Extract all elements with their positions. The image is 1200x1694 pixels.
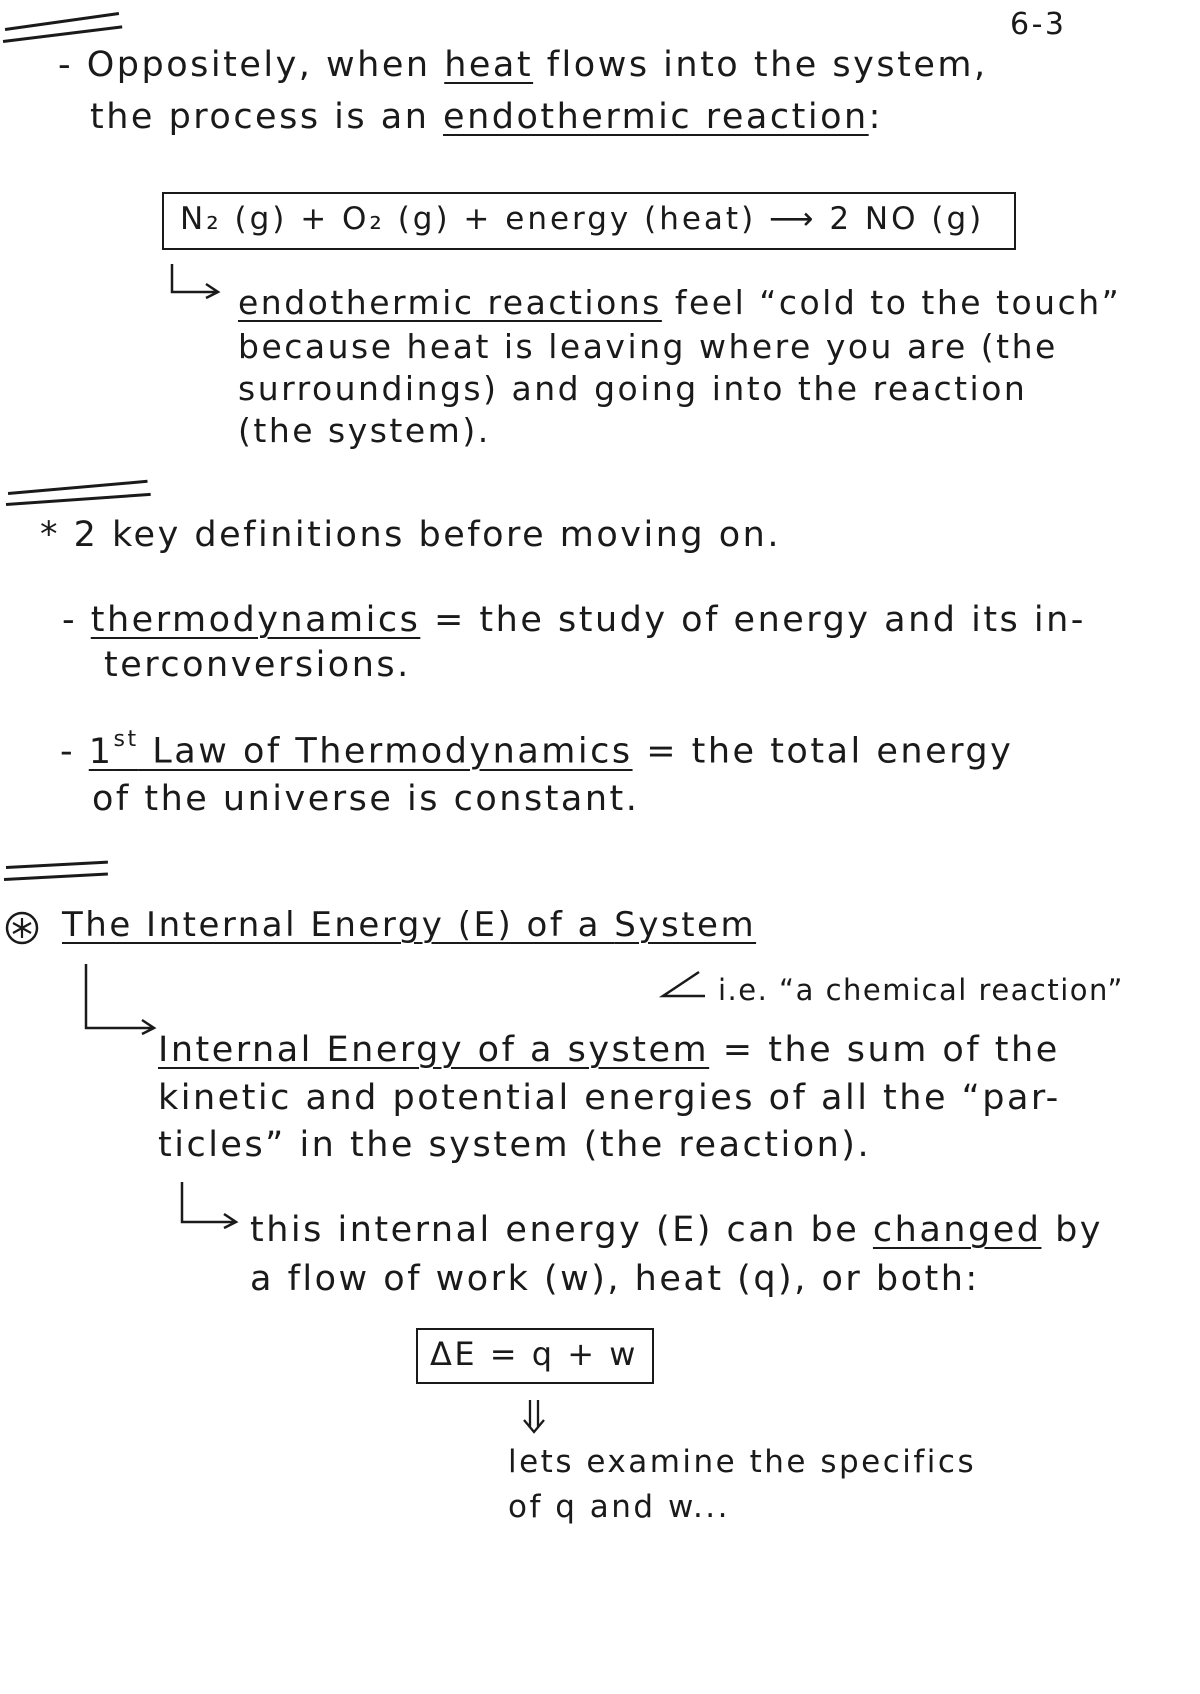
definition-first-law-line-2: of the universe is constant. — [92, 779, 640, 819]
bent-arrow-icon — [82, 962, 162, 1042]
closing-line-2: of q and w... — [508, 1489, 731, 1525]
endothermic-reactions-term: endothermic reactions — [238, 283, 662, 322]
ie-definition-line-1: Internal Energy of a system = the sum of the — [158, 1030, 1060, 1070]
intro-line-2: the process is an endothermic reaction: — [90, 97, 883, 137]
circled-asterisk-icon — [4, 910, 40, 950]
key-definitions-heading: * 2 key definitions before moving on. — [40, 515, 781, 555]
bent-arrow-icon — [655, 968, 715, 1008]
note-line-3: surroundings) and going into the reaction — [238, 369, 1028, 408]
delta-e-formula: ΔE = q + w — [430, 1335, 638, 1373]
first-law-term: 1st Law of Thermodynamics — [88, 727, 633, 772]
reaction-equation: N₂ (g) + O₂ (g) + energy (heat) ⟶ 2 NO (g) — [180, 201, 985, 237]
ie-definition-line-3: ticles” in the system (the reaction). — [158, 1125, 872, 1165]
ie-change-line-2: a flow of work (w), heat (q), or both: — [250, 1259, 980, 1299]
separator-lower — [6, 861, 108, 869]
note-line-4: (the system). — [238, 411, 491, 450]
thermodynamics-term: thermodynamics — [90, 600, 421, 640]
endothermic-reaction-term: endothermic reaction — [443, 97, 869, 137]
closing-line-1: lets examine the specifics — [508, 1444, 977, 1480]
definition-thermodynamics-line-2: terconversions. — [104, 645, 411, 685]
definition-first-law-line-1: - 1st Law of Thermodynamics = the total energy — [60, 727, 1014, 772]
separator-lower — [4, 873, 108, 881]
ie-change-line-1: this internal energy (E) can be changed by — [250, 1210, 1104, 1250]
system-term: System — [614, 905, 757, 945]
separator-middle — [8, 480, 148, 495]
note-line-1: endothermic reactions feel “cold to the touch” — [238, 283, 1122, 322]
double-down-arrow-icon — [518, 1398, 550, 1440]
internal-energy-title: The Internal Energy (E) of a System — [62, 905, 757, 945]
definition-thermodynamics-line-1: - thermodynamics = the study of energy and its in- — [62, 600, 1086, 640]
ie-note: i.e. “a chemical reaction” — [718, 973, 1124, 1007]
first-law-ordinal: 1st — [88, 727, 139, 772]
note-line-2: because heat is leaving where you are (the — [238, 327, 1058, 366]
internal-energy-term: Internal Energy of a system — [158, 1030, 710, 1070]
separator-middle — [6, 493, 151, 506]
ie-definition-line-2: kinetic and potential energies of all the “par- — [158, 1078, 1061, 1118]
page-number: 6-3 — [1010, 7, 1067, 42]
bent-arrow-icon — [168, 262, 228, 306]
heat-term: heat — [444, 45, 534, 85]
intro-line-1: - Oppositely, when heat flows into the system, — [58, 45, 988, 85]
changed-term: changed — [872, 1210, 1042, 1250]
bent-arrow-icon — [178, 1180, 248, 1234]
